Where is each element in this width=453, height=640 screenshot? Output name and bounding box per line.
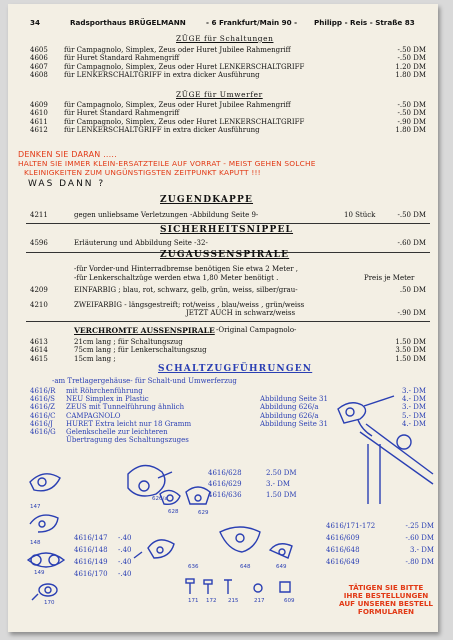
shop-street: Philipp - Reis - Straße 83 [314,18,415,27]
table-row: 4211 gegen unliebsame Verletzungen -Abbildung Seite 9- 10 Stück -.50 DM [30,211,426,219]
table-row: 4616/J HURET Extra leicht nur 18 Gramm Abbildung Seite 31 4.- DM [30,419,426,428]
order-form-note: TÄTIGEN SIE BITTE IHRE BESTELLUNGEN AUF UNSEREN BESTELL FORMULAREN [338,583,434,616]
table-row: 4616/609 -.60 DM [326,534,434,542]
table-row: 4611 für Campagnolo, Simplex, Zeus oder Huret LENKERSCHALTGRIFF -.90 DM [30,117,426,126]
spirale-price-unit: Preis je Meter [364,274,415,282]
section-title-shift-cables: ZÜGE für Schaltungen [176,34,274,43]
figure-label: 629 [198,510,209,516]
notice-line-1: DENKEN SIE DARAN ..... [18,150,117,159]
part-147-illustration [30,474,60,491]
table-row: 4613 21cm lang ; für Schaltungszug 1.50 DM [30,338,426,346]
part-649-illustration [270,544,292,558]
shop-city: - 6 Frankfurt/Main 90 - [206,18,298,27]
part-148-illustration [30,515,58,532]
figure-label: 648 [240,564,251,570]
section-title-sicherheitsnippel: SICHERHEITSNIPPEL [160,225,294,235]
table-row: 4616/171-172 -.25 DM [326,522,434,530]
table-row: JETZT AUCH in schwarz/weiss -.90 DM [186,309,426,317]
table-row: 4605 für Campagnolo, Simplex, Zeus oder Huret Jubilee Rahmengriff -.50 DM [30,46,426,54]
table-row: 4616/C CAMPAGNOLO Abbildung 626/a 5.- DM [30,411,426,420]
part-629-illustration [186,487,210,504]
catalog-page [8,4,438,632]
section-title-verchromte: VERCHROMTE AUSSENSPIRALE [74,326,215,335]
verchromte-subtitle: -Original Campagnolo- [216,326,297,334]
figure-label: 636 [188,564,199,570]
table-row: 4608 für LENKERSCHALTGRIFF in extra dicker Ausführung 1.80 DM [30,71,426,80]
part-170-illustration [32,584,57,600]
table-row: 4616/636 1.50 DM [208,491,297,499]
section-title-schaltzug: SCHALTZUGFÜHRUNGEN [158,364,313,374]
table-row: 4614 75cm lang ; für Lenkerschaltungszug 3.50 DM [30,346,426,355]
notice-line-3: KLEINIGKEITEN ZUM UNGÜNSTIGSTEN ZEITPUNKT KAPUTT !!! [24,168,261,177]
table-row: 4210 ZWEIFARBIG - längsgestreift; rot/weiss , blau/weiss , grün/weiss [30,301,305,309]
table-row: 4616/629 3.- DM [208,480,291,488]
figure-label: 215 [228,598,239,604]
notice-line-2: HALTEN SIE IMMER KLEIN-ERSATZTEILE AUF VORRAT - MEIST GEHEN SOLCHE [18,159,316,168]
section-title-zugendkappe: ZUGENDKAPPE [160,195,254,205]
part-648-illustration [220,527,260,552]
table-row: 4616/Z ZEUS mit Tunnelführung ähnlich Abbildung 626/a 3.- DM [30,403,426,412]
figure-label: 649 [276,564,287,570]
notice-line-4: WAS DANN ? [28,179,106,189]
table-row: 4610 für Huret Standard Rahmengriff -.50 DM [30,109,426,118]
table-row: 4616/R mit Röhrchenführung 3.- DM [30,387,426,395]
figure-label: 148 [30,540,41,546]
page-number: 34 [30,18,41,27]
shop-name: Radsporthaus BRÜGELMANN [70,18,186,27]
table-row: 4616/S NEU Simplex in Plastic Abbildung Seite 31 4.- DM [30,395,426,404]
table-row: Übertragung des Schaltungszuges [66,436,189,445]
spirale-desc-2: -für Lenkerschaltzüge werden etwa 1,80 Meter benötigt . [74,274,279,282]
part-149-illustration [28,553,64,567]
table-row: 4596 Erläuterung und Abbildung Seite -32- -.60 DM [30,239,426,247]
table-row: 4209 EINFARBIG ; blau, rot, schwarz, gelb, grün, weiss, silber/grau- .50 DM [30,286,426,294]
table-row: 4609 für Campagnolo, Simplex, Zeus oder Huret Jubilee Rahmengriff -.50 DM [30,101,426,109]
parts-left-list [74,534,154,582]
cable-guide-clamp-illustration [338,396,394,436]
figure-label: 170 [44,600,55,606]
figure-label: 609 [284,598,295,604]
figure-label: 149 [34,570,45,576]
figure-label: 626/a [152,496,168,502]
parts-right-list [326,522,434,570]
table-row: 4616/648 3.- DM [326,546,434,554]
schaltzug-subtitle: -am Tretlagergehäuse- für Schalt-und Umwerferzug [52,377,237,385]
section-title-zugaussenspirale: ZUGAUSSENSPIRALE [160,250,290,260]
table-row: 4606 für Huret Standard Rahmengriff -.50 DM [30,54,426,63]
spirale-desc-1: -für Vorder-und Hinterradbremse benötigen Sie etwa 2 Meter , [74,265,299,273]
figure-label: 217 [254,598,265,604]
table-row: 4616/148 -.40 [74,546,132,554]
table-row: 4615 15cm lang ; 1.50 DM [30,354,426,363]
figure-label: 172 [206,598,217,604]
figure-label: 628 [168,509,179,515]
table-row: 4616/628 2.50 DM [208,469,297,477]
parts-mid-list [208,469,328,502]
table-row: 4616/149 -.40 [74,558,132,566]
table-row: 4616/649 -.80 DM [326,558,434,566]
table-row: 4616/G Gelenkschelle zur leichteren [30,427,168,436]
figure-label: 171 [188,598,199,604]
small-parts-illustration [186,579,290,594]
figure-label: 147 [30,504,41,510]
section-title-derailleur-cables: ZÜGE für Umwerfer [176,90,263,99]
table-row: 4616/147 -.40 [74,534,132,542]
table-row: 4616/170 -.40 [74,570,132,578]
table-row: 4607 für Campagnolo, Simplex, Zeus oder Huret LENKERSCHALTGRIFF 1.20 DM [30,62,426,71]
table-row: 4612 für LENKERSCHALTGRIFF in extra dicker Ausführung 1.80 DM [30,126,426,135]
